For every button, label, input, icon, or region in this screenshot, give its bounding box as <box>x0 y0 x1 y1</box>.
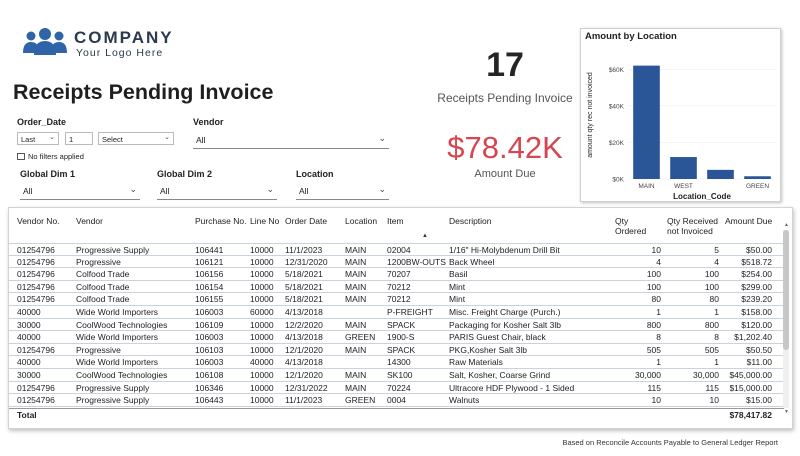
cell-qty-ordered: 115 <box>647 382 661 393</box>
cell-line-no: 60000 <box>250 306 274 317</box>
col-header-location[interactable]: Location <box>345 216 378 226</box>
cell-purchase-no: 106156 <box>195 269 224 280</box>
cell-item: P-FREIGHT <box>387 306 433 317</box>
filter-icon <box>17 153 25 160</box>
cell-vendor: Progressive Supply <box>76 382 150 393</box>
col-header-vendor[interactable]: Vendor <box>76 216 103 226</box>
cell-vendor: Wide World Importers <box>76 332 159 343</box>
cell-description: 1/16" Hi-Molybdenum Drill Bit <box>449 245 560 255</box>
table-row[interactable] <box>9 268 784 281</box>
cell-line-no: 10000 <box>250 332 274 343</box>
vendor-dropdown[interactable] <box>193 132 389 149</box>
cell-qty-ordered: 505 <box>646 344 661 355</box>
cell-order-date: 12/31/2022 <box>285 382 328 393</box>
cell-location: MAIN <box>345 269 367 280</box>
cell-qty-ordered: 10 <box>651 395 661 406</box>
table-row[interactable] <box>9 256 784 269</box>
cell-location: GREEN <box>345 332 376 343</box>
cell-vendor: Colfood Trade <box>76 281 130 292</box>
col-header-amount-due[interactable]: Amount Due <box>725 216 773 226</box>
cell-order-date: 12/1/2020 <box>285 369 323 380</box>
table-row[interactable] <box>9 281 784 294</box>
receipts-table <box>8 207 793 429</box>
col-header-item[interactable]: Item <box>387 216 404 226</box>
table-row[interactable] <box>9 293 784 306</box>
scrollbar-thumb[interactable] <box>783 230 789 350</box>
cell-amount-due: $50.00 <box>746 245 772 255</box>
order-date-mode-select[interactable] <box>17 132 59 145</box>
cell-vendor-no: 01254796 <box>17 344 55 355</box>
chevron-down-icon: ⌄ <box>164 134 170 141</box>
cell-purchase-no: 106003 <box>195 357 224 368</box>
cell-qty-received: 1 <box>714 357 719 368</box>
cell-item: 0004 <box>387 395 406 406</box>
sort-ascending-icon: ▲ <box>422 233 428 239</box>
chart-bar[interactable] <box>707 170 734 179</box>
cell-vendor: Colfood Trade <box>76 269 130 280</box>
cell-description: Packaging for Kosher Salt 3lb <box>449 319 561 330</box>
cell-vendor-no: 01254796 <box>17 281 55 292</box>
cell-line-no: 10000 <box>250 256 274 267</box>
cell-purchase-no: 106155 <box>195 294 224 305</box>
cell-vendor-no: 01254796 <box>17 245 55 255</box>
col-header-purchase-no[interactable]: Purchase No. <box>195 216 247 226</box>
cell-vendor: Colfood Trade <box>76 294 130 305</box>
cell-purchase-no: 106103 <box>195 344 224 355</box>
cell-location: MAIN <box>345 382 367 393</box>
cell-line-no: 10000 <box>250 395 274 406</box>
order-date-unit-select[interactable] <box>98 132 174 145</box>
cell-amount-due: $45,000.00 <box>729 369 772 380</box>
cell-amount-due: $299.00 <box>741 281 772 292</box>
chevron-down-icon: ⌄ <box>49 134 55 141</box>
cell-location: MAIN <box>345 319 367 330</box>
location-value: All <box>299 186 309 196</box>
cell-qty-received: 1 <box>714 306 719 317</box>
col-header-order-date[interactable]: Order Date <box>285 216 328 226</box>
cell-description: Misc. Freight Charge (Purch.) <box>449 306 561 317</box>
table-row[interactable] <box>9 382 784 395</box>
cell-item: SPACK <box>387 319 416 330</box>
cell-line-no: 40000 <box>250 357 274 368</box>
global-dim1-dropdown[interactable] <box>20 183 140 200</box>
cell-line-no: 10000 <box>250 382 274 393</box>
cell-vendor-no: 40000 <box>17 357 41 368</box>
cell-purchase-no: 106443 <box>195 395 224 406</box>
order-date-count-input[interactable]: 1 <box>65 132 93 145</box>
global-dim1-label: Global Dim 1 <box>20 169 76 179</box>
cell-qty-received: 800 <box>704 319 719 330</box>
table-row[interactable] <box>9 394 784 407</box>
cell-line-no: 10000 <box>250 269 274 280</box>
cell-amount-due: $50.50 <box>746 344 772 355</box>
cell-item: 14300 <box>387 357 411 368</box>
col-header-qty-received[interactable]: Qty Received not Invoiced <box>667 216 719 236</box>
cell-amount-due: $11.00 <box>746 357 772 368</box>
cell-amount-due: $254.00 <box>741 269 772 280</box>
cell-amount-due: $15.00 <box>746 395 772 406</box>
x-tick-label: GREEN <box>745 183 770 190</box>
cell-line-no: 10000 <box>250 281 274 292</box>
cell-vendor: CoolWood Technologies <box>76 319 168 330</box>
cell-qty-received: 80 <box>709 294 719 305</box>
cell-amount-due: $1,202.40 <box>734 332 772 343</box>
cell-qty-received: 100 <box>704 269 719 280</box>
cell-order-date: 12/31/2020 <box>285 256 328 267</box>
table-row[interactable] <box>9 243 784 256</box>
cell-order-date: 4/13/2018 <box>285 306 323 317</box>
cell-purchase-no: 106003 <box>195 332 224 343</box>
cell-purchase-no: 106154 <box>195 281 224 292</box>
vendor-value: All <box>196 135 206 145</box>
cell-location: MAIN <box>345 256 367 267</box>
cell-description: Mint <box>449 294 466 305</box>
total-amount: $78,417.82 <box>729 410 772 420</box>
logo-company-name: COMPANY <box>74 28 174 47</box>
logo-tagline: Your Logo Here <box>76 47 164 59</box>
total-label: Total <box>17 410 37 420</box>
cell-purchase-no: 106441 <box>195 245 224 255</box>
cell-vendor-no: 30000 <box>17 369 41 380</box>
cell-purchase-no: 106109 <box>195 319 224 330</box>
kpi-receipt-count-label: Receipts Pending Invoice <box>437 91 573 105</box>
cell-qty-ordered: 1 <box>656 306 661 317</box>
chart-bar[interactable] <box>670 157 697 179</box>
table-body <box>9 243 784 407</box>
cell-order-date: 5/18/2021 <box>285 281 323 292</box>
x-tick-label: WEST <box>674 183 693 190</box>
chevron-down-icon: ⌄ <box>378 133 386 143</box>
cell-qty-ordered: 1 <box>656 357 661 368</box>
cell-item: 70212 <box>387 281 411 292</box>
cell-qty-received: 115 <box>705 382 719 393</box>
y-tick-label: $40K <box>608 103 624 111</box>
y-tick-label: $20K <box>608 139 624 147</box>
col-header-description[interactable]: Description <box>449 216 492 226</box>
cell-item: 70207 <box>387 269 411 280</box>
cell-amount-due: $15,000.00 <box>729 382 772 393</box>
y-axis-title: amount qty rec not invoiced <box>587 72 594 158</box>
cell-vendor: CoolWood Technologies <box>76 369 168 380</box>
cell-description: Ultracore HDF Plywood - 1 Sided <box>449 382 575 393</box>
cell-line-no: 10000 <box>250 344 274 355</box>
chart-bar[interactable] <box>633 66 660 179</box>
cell-location: MAIN <box>345 281 367 292</box>
cell-qty-received: 5 <box>714 245 719 255</box>
kpi-amount-due: $78.42K <box>447 130 563 165</box>
cell-qty-received: 8 <box>714 332 719 343</box>
cell-amount-due: $239.20 <box>741 294 772 305</box>
y-tick-label: $0K <box>612 176 624 184</box>
cell-order-date: 11/1/2023 <box>285 245 323 255</box>
cell-purchase-no: 106121 <box>195 256 224 267</box>
order-date-unit-value: Select <box>102 135 123 144</box>
cell-vendor: Progressive <box>76 256 121 267</box>
cell-vendor: Progressive Supply <box>76 245 150 255</box>
chevron-down-icon: ⌄ <box>129 184 137 194</box>
cell-order-date: 12/2/2020 <box>285 319 323 330</box>
cell-vendor-no: 40000 <box>17 332 41 343</box>
cell-qty-received: 4 <box>714 256 719 267</box>
cell-description: Back Wheel <box>449 256 495 267</box>
cell-item: 70212 <box>387 294 411 305</box>
cell-vendor-no: 01254796 <box>17 382 55 393</box>
cell-purchase-no: 106108 <box>195 369 224 380</box>
cell-description: Raw Materials <box>449 357 503 368</box>
cell-item: SPACK <box>387 344 416 355</box>
cell-qty-ordered: 30,000 <box>635 369 661 380</box>
col-header-vendor-no[interactable]: Vendor No. <box>17 216 60 226</box>
cell-qty-received: 100 <box>704 281 719 292</box>
cell-qty-received: 505 <box>704 344 719 355</box>
cell-description: Basil <box>449 269 468 280</box>
table-row[interactable] <box>9 356 784 369</box>
cell-amount-due: $518.72 <box>741 256 772 267</box>
cell-vendor: Wide World Importers <box>76 306 159 317</box>
cell-order-date: 5/18/2021 <box>285 294 323 305</box>
cell-line-no: 10000 <box>250 369 274 380</box>
cell-qty-ordered: 80 <box>651 294 661 305</box>
cell-order-date: 11/1/2023 <box>285 395 323 406</box>
cell-vendor-no: 01254796 <box>17 294 55 305</box>
table-row[interactable] <box>9 319 784 332</box>
x-axis-title: Location_Code <box>673 192 731 201</box>
global-dim1-value: All <box>23 186 33 196</box>
cell-vendor: Progressive <box>76 344 121 355</box>
cell-vendor-no: 01254796 <box>17 395 55 406</box>
cell-item: SK100 <box>387 369 413 380</box>
location-dropdown[interactable] <box>296 183 389 200</box>
cell-line-no: 10000 <box>250 245 274 255</box>
cell-purchase-no: 106003 <box>195 306 224 317</box>
cell-order-date: 5/18/2021 <box>285 269 323 280</box>
cell-description: PARIS Guest Chair, black <box>449 332 546 343</box>
location-label: Location <box>296 169 334 179</box>
page-title: Receipts Pending Invoice <box>13 80 274 104</box>
cell-vendor-no: 40000 <box>17 306 41 317</box>
cell-location: GREEN <box>345 395 376 406</box>
cell-location: MAIN <box>345 344 367 355</box>
kpi-amount-due-label: Amount Due <box>474 168 536 180</box>
chevron-down-icon: ⌄ <box>378 184 386 194</box>
cell-qty-ordered: 100 <box>646 269 661 280</box>
cell-purchase-no: 106346 <box>195 382 224 393</box>
cell-description: Salt, Kosher, Coarse Grind <box>449 369 551 380</box>
filters-note <box>17 152 84 161</box>
cell-location: MAIN <box>345 294 367 305</box>
cell-item: 1200BW-OUTS <box>387 256 446 267</box>
cell-qty-ordered: 10 <box>651 245 661 255</box>
cell-vendor-no: 01254796 <box>17 256 55 267</box>
chart-plot <box>581 29 782 203</box>
cell-order-date: 12/1/2020 <box>285 344 323 355</box>
table-row[interactable] <box>9 344 784 357</box>
report-footnote: Based on Reconcile Accounts Payable to General Ledger Report <box>562 438 778 447</box>
global-dim2-dropdown[interactable] <box>157 183 277 200</box>
order-date-label: Order_Date <box>17 117 67 127</box>
people-group-icon <box>22 27 68 57</box>
cell-qty-received: 30,000 <box>693 369 719 380</box>
cell-amount-due: $120.00 <box>741 319 772 330</box>
scroll-up-icon[interactable]: ▲ <box>784 222 789 228</box>
order-date-mode-value: Last <box>21 135 36 144</box>
kpi-receipt-count: 17 <box>486 46 524 84</box>
chart-title: Amount by Location <box>585 31 677 42</box>
cell-description: PKG,Kosher Salt 3lb <box>449 344 527 355</box>
cell-qty-received: 10 <box>709 395 719 406</box>
cell-vendor: Wide World Importers <box>76 357 159 368</box>
amount-by-location-chart[interactable] <box>580 28 781 202</box>
company-logo <box>22 25 202 61</box>
cell-vendor-no: 30000 <box>17 319 41 330</box>
col-header-qty-ordered[interactable]: Qty Ordered <box>615 216 647 236</box>
global-dim2-label: Global Dim 2 <box>157 169 213 179</box>
chevron-down-icon: ⌄ <box>266 184 274 194</box>
table-row[interactable] <box>9 331 784 344</box>
cell-qty-ordered: 8 <box>656 332 661 343</box>
table-scrollbar[interactable] <box>783 230 789 408</box>
table-row[interactable] <box>9 306 784 319</box>
cell-line-no: 10000 <box>250 294 274 305</box>
cell-order-date: 4/13/2018 <box>285 332 323 343</box>
table-total-row <box>9 408 784 422</box>
cell-item: 1900-S <box>387 332 415 343</box>
cell-item: 70224 <box>387 382 411 393</box>
x-tick-label: MAIN <box>638 183 655 190</box>
cell-vendor: Progressive Supply <box>76 395 150 406</box>
cell-order-date: 4/13/2018 <box>285 357 323 368</box>
cell-description: Walnuts <box>449 395 480 406</box>
cell-qty-ordered: 4 <box>656 256 661 267</box>
cell-description: Mint <box>449 281 466 292</box>
filters-note-text: No filters applied <box>28 152 84 161</box>
cell-vendor-no: 01254796 <box>17 269 55 280</box>
cell-amount-due: $158.00 <box>741 306 772 317</box>
vendor-label: Vendor <box>193 117 224 127</box>
cell-qty-ordered: 800 <box>646 319 661 330</box>
cell-location: MAIN <box>345 369 367 380</box>
cell-item: 02004 <box>387 245 411 255</box>
cell-location: MAIN <box>345 245 367 255</box>
table-row[interactable] <box>9 369 784 382</box>
cell-qty-ordered: 100 <box>646 281 661 292</box>
chart-bar[interactable] <box>744 176 771 179</box>
scroll-down-icon[interactable]: ▼ <box>784 409 789 415</box>
col-header-line-no[interactable]: Line No <box>250 216 280 226</box>
cell-line-no: 10000 <box>250 319 274 330</box>
global-dim2-value: All <box>160 186 170 196</box>
y-tick-label: $60K <box>608 66 624 74</box>
